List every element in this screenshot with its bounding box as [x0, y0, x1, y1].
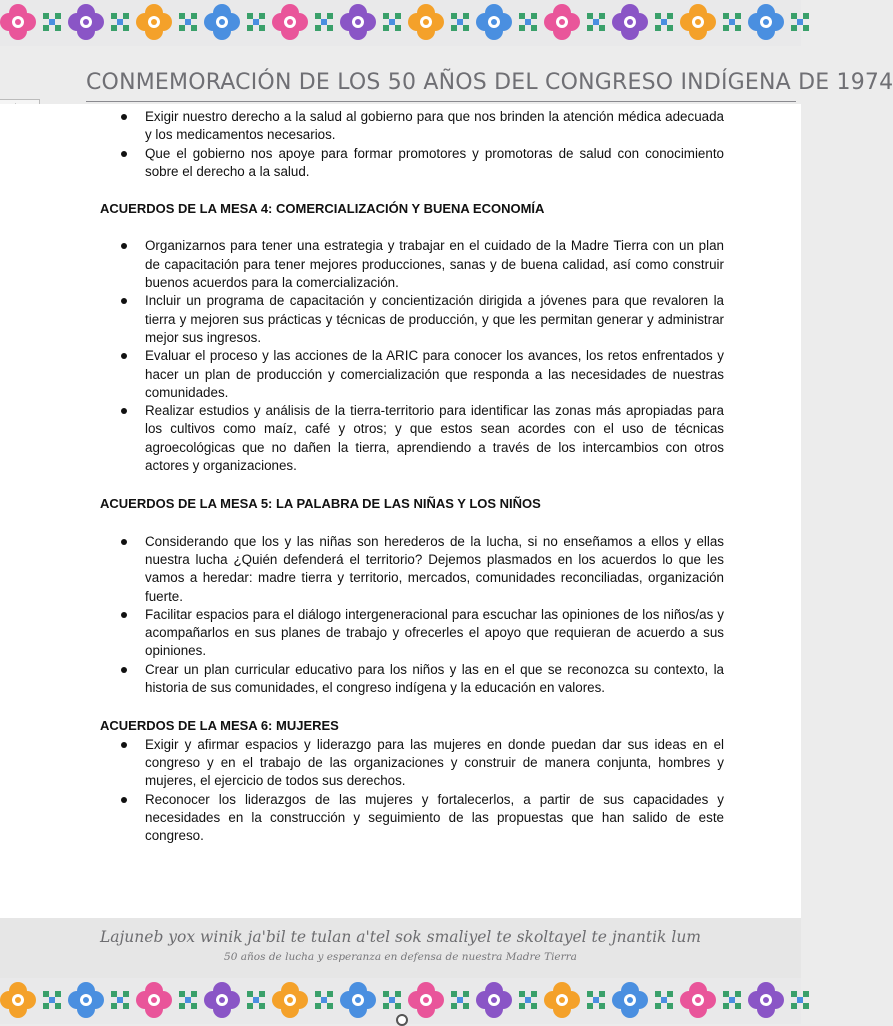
leaf-icon	[43, 991, 61, 1009]
flower-icon	[680, 982, 716, 1018]
leaf-icon	[655, 13, 673, 31]
flower-icon	[272, 982, 308, 1018]
flower-icon	[136, 982, 172, 1018]
list-item: Realizar estudios y análisis de la tierra-territorio para identificar las zonas más apropiadas para los cultivos como maíz, café y otros; y que estos sean acordes con el uso de técnicas agroecológicas que no dañen la tierra, aprendiendo a través de los intercambios con otros actores y organizaciones.	[100, 402, 724, 475]
leaf-icon	[655, 991, 673, 1009]
bullet-icon	[121, 539, 127, 545]
bullet-icon	[121, 667, 127, 673]
bullet-icon	[121, 408, 127, 414]
intro-bullet-list	[100, 108, 724, 181]
leaf-icon	[179, 13, 197, 31]
document-body	[100, 108, 724, 845]
list-item: Evaluar el proceso y las acciones de la ARIC para conocer los avances, los retos enfrentados y hacer un plan de producción y comercialización que responda a las necesidades de nuestras comunidades.	[100, 347, 724, 402]
bullet-icon	[121, 298, 127, 304]
leaf-icon	[791, 991, 809, 1009]
bullet-icon	[121, 797, 127, 803]
flower-icon	[204, 982, 240, 1018]
flower-icon	[476, 982, 512, 1018]
list-item: Organizarnos para tener una estrategia y trabajar en el cuidado de la Madre Tierra con un plan de capacitación para tener mejores producciones, sanas y de buena calidad, así como construir buenos acuerdos para la comercialización.	[100, 237, 724, 292]
flower-icon	[612, 4, 648, 40]
flower-icon	[408, 4, 444, 40]
leaf-icon	[519, 991, 537, 1009]
flower-icon	[544, 4, 580, 40]
flower-icon	[544, 982, 580, 1018]
list-item: Exigir nuestro derecho a la salud al gobierno para que nos brinden la atención médica adecuada y los medicamentos necesarios.	[100, 108, 724, 145]
leaf-icon	[315, 13, 333, 31]
leaf-icon	[723, 13, 741, 31]
leaf-icon	[451, 13, 469, 31]
leaf-icon	[451, 991, 469, 1009]
leaf-icon	[519, 13, 537, 31]
leaf-icon	[247, 991, 265, 1009]
list-item: Reconocer los liderazgos de las mujeres y fortalecerlos, a partir de sus capacidades y necesidades en la construcción y seguimiento de las propuestas que han salido de este congreso.	[100, 791, 724, 846]
document-header-title: CONMEMORACIÓN DE LOS 50 AÑOS DEL CONGRESO INDÍGENA DE 1974	[86, 70, 893, 95]
leaf-icon	[247, 13, 265, 31]
mesa-6-bullet-list	[100, 736, 724, 846]
leaf-icon	[587, 13, 605, 31]
leaf-icon	[111, 991, 129, 1009]
flower-icon	[0, 982, 36, 1018]
flower-icon	[136, 4, 172, 40]
list-item: Incluir un programa de capacitación y concientización dirigida a jóvenes para que revaloren la tierra y mejoren sus prácticas y técnicas de producción, y que les permitan generar y administrar mejor sus ingresos.	[100, 292, 724, 347]
bullet-icon	[121, 612, 127, 618]
flower-icon	[340, 4, 376, 40]
flower-icon	[0, 4, 36, 40]
leaf-icon	[111, 13, 129, 31]
flower-icon	[68, 982, 104, 1018]
leaf-icon	[383, 13, 401, 31]
leaf-icon	[43, 13, 61, 31]
flower-icon	[272, 4, 308, 40]
section-heading-mesa-6: ACUERDOS DE LA MESA 6: MUJERES	[100, 718, 339, 734]
mesa-4-bullet-list	[100, 237, 724, 475]
section-heading-mesa-5: ACUERDOS DE LA MESA 5: LA PALABRA DE LAS NIÑAS Y LOS NIÑOS	[100, 496, 541, 512]
leaf-icon	[315, 991, 333, 1009]
embroidered-flower-border-top	[0, 0, 801, 46]
leaf-icon	[587, 991, 605, 1009]
footer-strip	[0, 918, 801, 978]
flower-icon	[680, 4, 716, 40]
flower-icon	[204, 4, 240, 40]
bullet-icon	[121, 742, 127, 748]
flower-icon	[748, 4, 784, 40]
flower-icon	[408, 982, 444, 1018]
bullet-icon	[121, 353, 127, 359]
flower-icon	[612, 982, 648, 1018]
flower-icon	[68, 4, 104, 40]
mesa-5-bullet-list	[100, 533, 724, 698]
bullet-icon	[121, 114, 127, 120]
bullet-icon	[121, 151, 127, 157]
leaf-icon	[383, 991, 401, 1009]
leaf-icon	[723, 991, 741, 1009]
footer-tseltal-motto: Lajuneb yox winik ja'bil te tulan a'tel sok smaliyel te skoltayel te jnantik lum	[99, 928, 702, 946]
list-item: Considerando que los y las niñas son herederos de la lucha, si no enseñamos a ellos y ellas nuestra lucha ¿Quién defenderá el territorio? Dejemos plasmados en los acuerdos lo que les vamos a heredar: madre tierra y territorio, mercados, comunidades reconciliadas, organización fuerte.	[100, 533, 724, 606]
list-item: Facilitar espacios para el diálogo intergeneracional para escuchar las opiniones de los niños/as y acompañarlos en sus planes de trabajo y ofrecerles el apoyo que requieran de acuerdo a sus opiniones.	[100, 606, 724, 661]
footer-spanish-motto: 50 años de lucha y esperanza en defensa de nuestra Madre Tierra	[224, 951, 577, 963]
list-item: Exigir y afirmar espacios y liderazgo para las mujeres en donde puedan dar sus ideas en el congreso y en el trabajo de las organizaciones y construir de manera conjunta, hombres y mujeres, el ejercicio de todos sus derechos.	[100, 736, 724, 791]
flower-icon	[476, 4, 512, 40]
flower-icon	[748, 982, 784, 1018]
list-item: Que el gobierno nos apoye para formar promotores y promotoras de salud con conocimiento sobre el derecho a la salud.	[100, 145, 724, 182]
bullet-icon	[121, 243, 127, 249]
flower-icon	[340, 982, 376, 1018]
document-page	[0, 104, 801, 918]
header-divider	[86, 101, 796, 102]
leaf-icon	[791, 13, 809, 31]
leaf-icon	[179, 991, 197, 1009]
page-scroll-handle[interactable]	[396, 1014, 408, 1026]
list-item: Crear un plan curricular educativo para los niños y las en el que se reconozca su contexto, la historia de sus comunidades, el congreso indígena y la educación en valores.	[100, 661, 724, 698]
section-heading-mesa-4: ACUERDOS DE LA MESA 4: COMERCIALIZACIÓN Y BUENA ECONOMÍA	[100, 201, 545, 217]
